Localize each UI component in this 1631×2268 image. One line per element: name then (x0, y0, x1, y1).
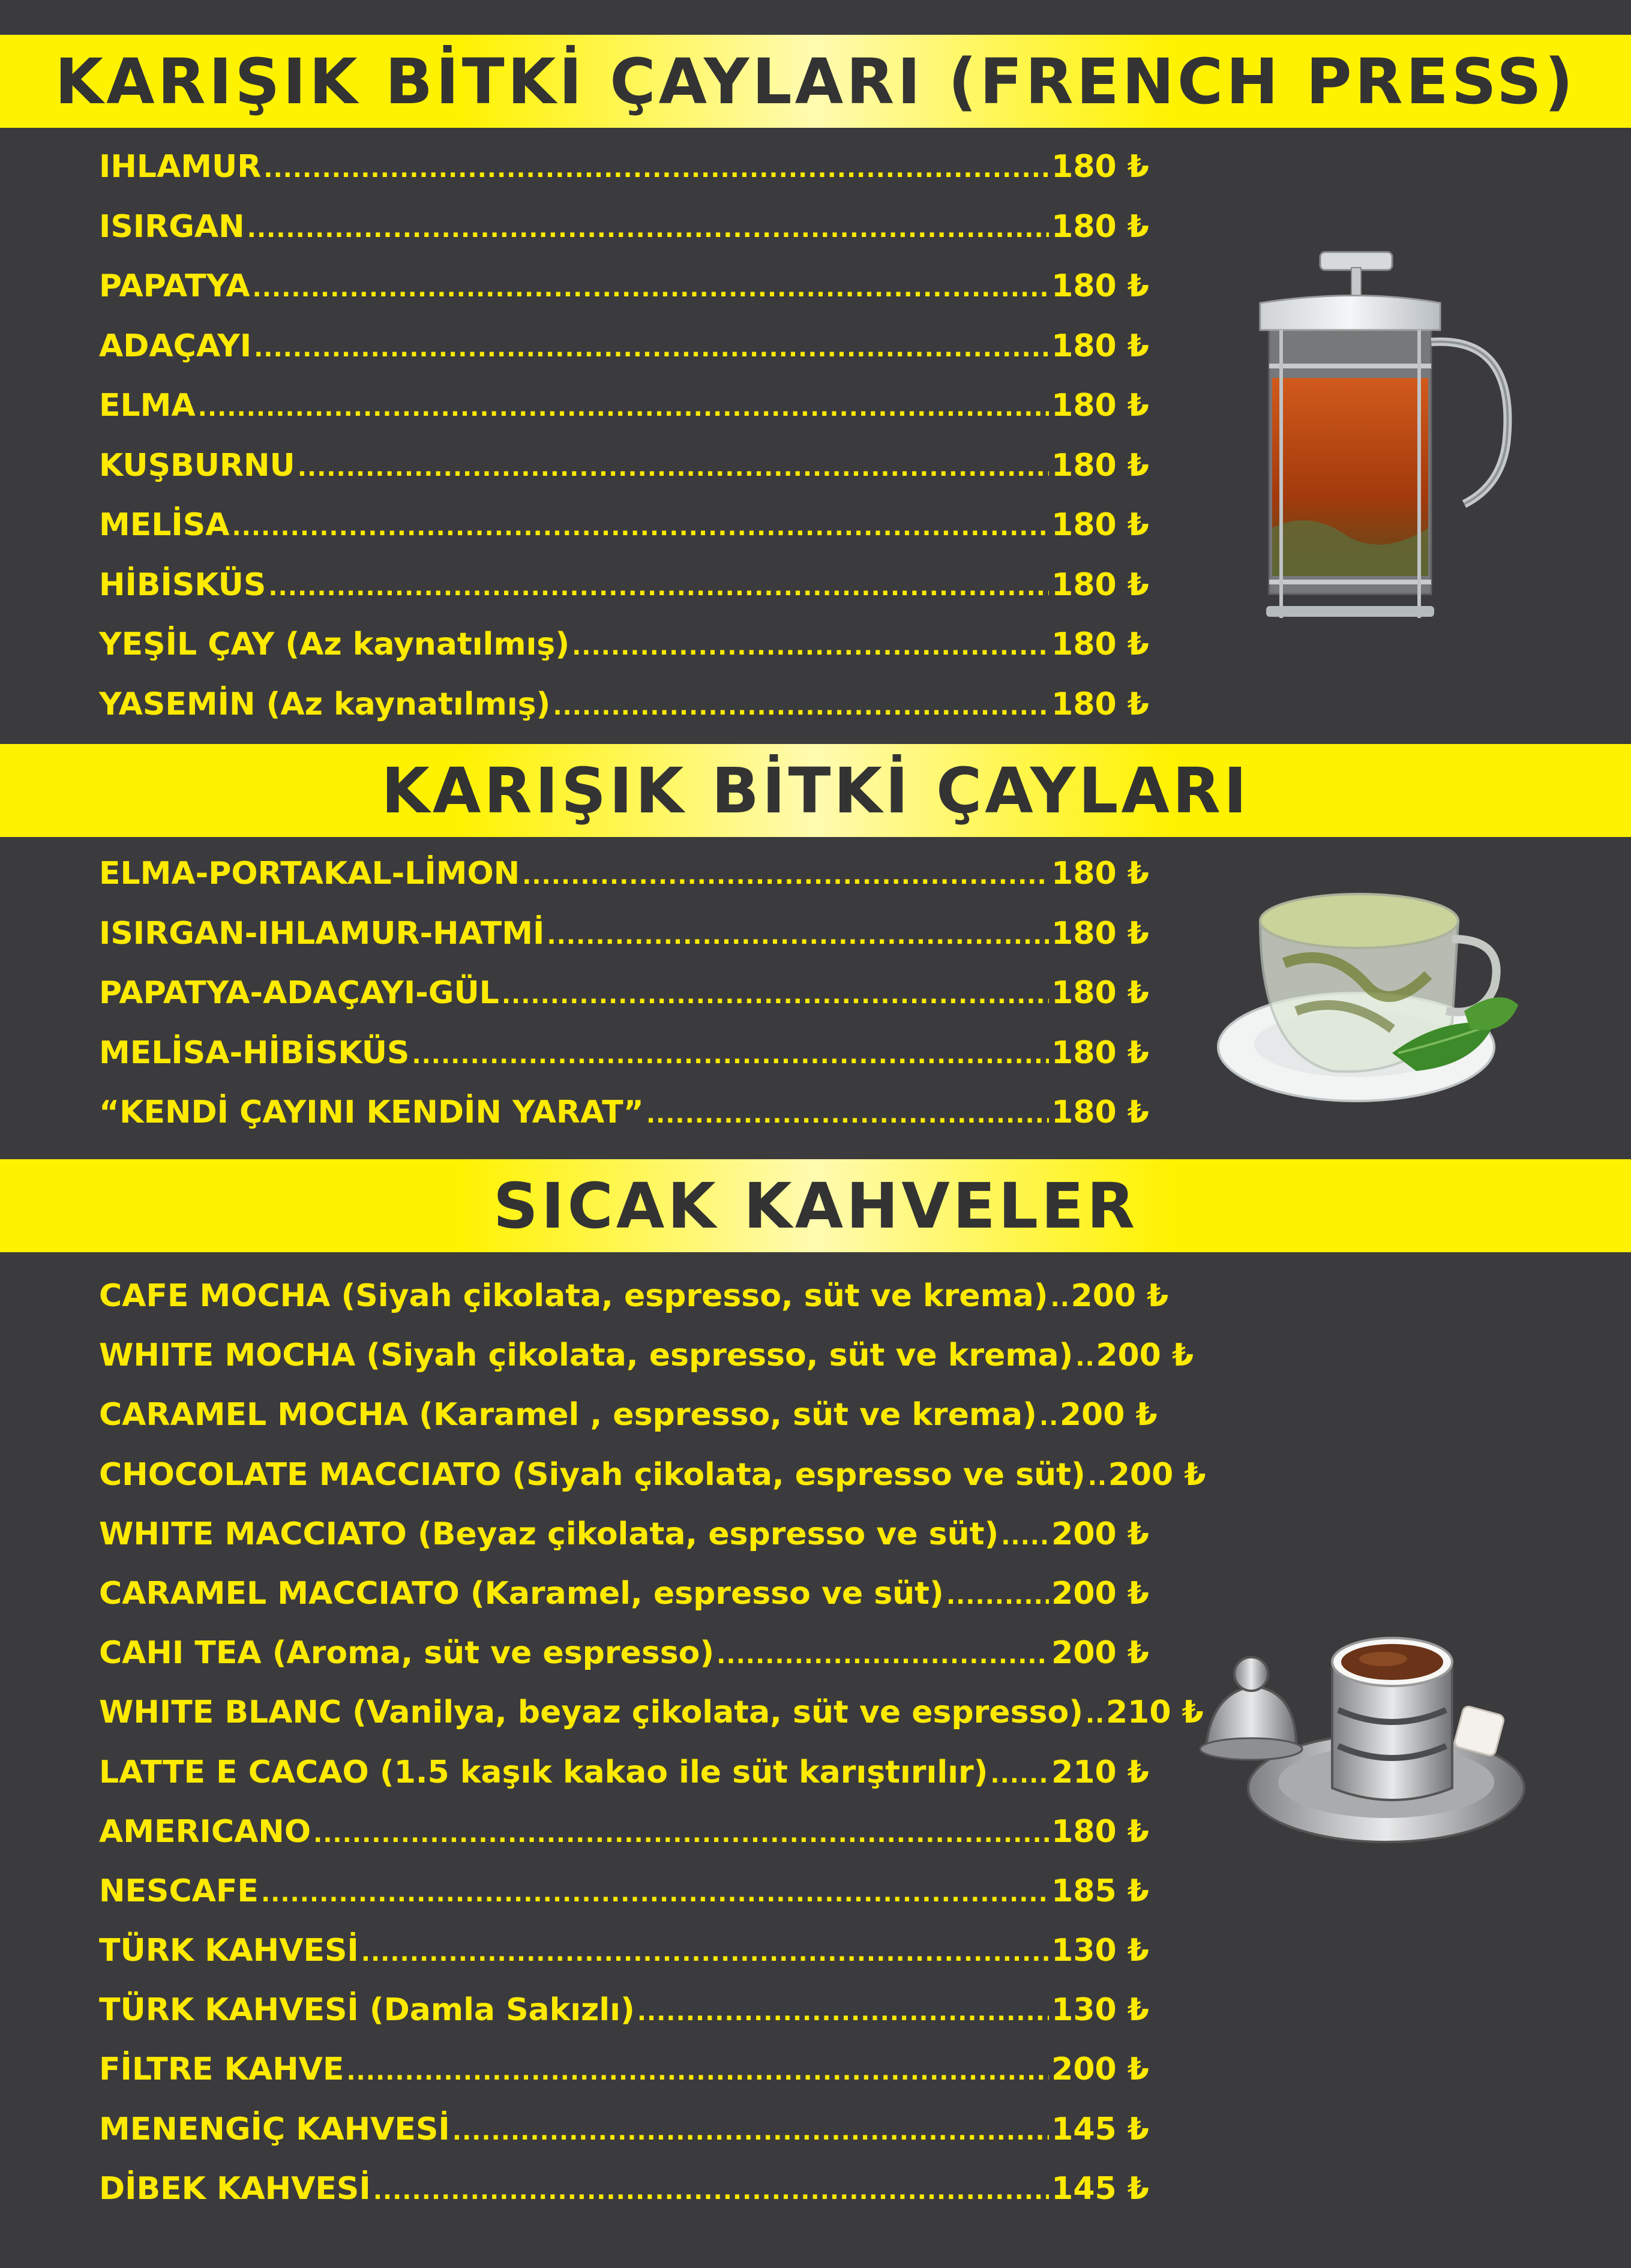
menu-item-name: ISIRGAN (99, 208, 245, 245)
menu-item-price: 200 ₺ (1051, 1575, 1149, 1612)
menu-item-price: 180 ₺ (1051, 447, 1149, 484)
menu-item (99, 1992, 1149, 2051)
dot-leader (1039, 1397, 1057, 1433)
menu-item (99, 1516, 1149, 1576)
menu-item-name: CHOCOLATE MACCIATO (Siyah çikolata, espresso ve süt) (99, 1456, 1086, 1493)
dot-leader (198, 388, 1050, 424)
menu-item (99, 975, 1149, 1035)
menu-item-name: ISIRGAN-IHLAMUR-HATMİ (99, 915, 545, 952)
dot-leader (522, 856, 1049, 892)
herbal-tea-cup-icon (1212, 873, 1524, 1113)
dot-leader (1086, 1694, 1104, 1730)
menu-item (99, 1814, 1149, 1873)
dot-leader (452, 2111, 1049, 2147)
dot-leader (1051, 1278, 1069, 1314)
menu-item-price: 180 ₺ (1051, 856, 1149, 892)
dot-leader (946, 1576, 1049, 1612)
menu-item-name: MENENGİÇ KAHVESİ (99, 2111, 450, 2147)
dot-leader (261, 1873, 1049, 1909)
menu-item-name: WHITE MACCIATO (Beyaz çikolata, espresso ve süt) (99, 1516, 999, 1552)
menu-item (99, 1035, 1149, 1095)
menu-item-price: 200 ₺ (1096, 1337, 1194, 1374)
dot-leader (572, 626, 1049, 662)
menu-item-name: KUŞBURNU (99, 447, 295, 484)
menu-item (99, 149, 1149, 209)
menu-item-price: 180 ₺ (1051, 915, 1149, 952)
menu-item-name: TÜRK KAHVESİ (Damla Sakızlı) (99, 1992, 635, 2029)
menu-item-name: IHLAMUR (99, 149, 262, 185)
menu-item (99, 567, 1149, 627)
menu-item-price: 130 ₺ (1051, 1992, 1149, 2029)
menu-item-price: 180 ₺ (1051, 328, 1149, 364)
section-banner-herbal-teas (0, 744, 1631, 837)
menu-item-name: CARAMEL MOCHA (Karamel , espresso, süt ve krema) (99, 1397, 1037, 1433)
menu-item-name: NESCAFE (99, 1873, 259, 1909)
menu-item-price: 180 ₺ (1051, 208, 1149, 245)
menu-item (99, 2171, 1149, 2230)
dot-leader (716, 1635, 1049, 1671)
menu-item (99, 1456, 1206, 1516)
menu-item (99, 268, 1149, 328)
menu-item (99, 448, 1149, 508)
dot-leader (253, 268, 1050, 304)
menu-item-name: YEŞİL ÇAY (Az kaynatılmış) (99, 626, 570, 662)
menu-item-price: 180 ₺ (1051, 388, 1149, 424)
menu-item (99, 2051, 1149, 2111)
menu-item (99, 686, 1149, 746)
dot-leader (373, 2171, 1049, 2207)
menu-item (99, 1337, 1194, 1397)
menu-item-name: TÜRK KAHVESİ (99, 1933, 359, 1969)
menu-item (99, 2111, 1149, 2171)
dot-leader (268, 567, 1049, 603)
menu-item-name: CARAMEL MACCIATO (Karamel, espresso ve süt) (99, 1575, 944, 1612)
menu-item-price: 200 ₺ (1051, 1516, 1149, 1552)
dot-leader (553, 686, 1049, 722)
menu-list-french-press (99, 149, 1149, 746)
menu-item (99, 209, 1149, 269)
section-title: KARIŞIK BİTKİ ÇAYLARI (381, 754, 1250, 827)
menu-item-price: 180 ₺ (1051, 686, 1149, 722)
menu-item (99, 1933, 1149, 1992)
section-banner-french-press (0, 35, 1631, 128)
dot-leader (346, 2051, 1049, 2087)
menu-item (99, 856, 1149, 916)
dot-leader (232, 507, 1049, 543)
menu-item-name: MELİSA (99, 507, 230, 543)
dot-leader (637, 1992, 1049, 2028)
section-banner-hot-coffees (0, 1159, 1631, 1252)
menu-item-name: ADAÇAYI (99, 328, 252, 364)
menu-item-price: 180 ₺ (1051, 1034, 1149, 1071)
dot-leader (646, 1094, 1049, 1130)
menu-item (99, 626, 1149, 686)
menu-item (99, 1635, 1149, 1694)
menu-item (99, 1278, 1169, 1337)
menu-item-price: 180 ₺ (1051, 268, 1149, 304)
menu-item (99, 328, 1149, 388)
dot-leader (502, 975, 1049, 1011)
dot-leader (247, 209, 1050, 245)
menu-item-price: 180 ₺ (1051, 975, 1149, 1011)
menu-item-price: 180 ₺ (1051, 507, 1149, 543)
dot-leader (254, 328, 1049, 364)
dot-leader (1001, 1516, 1049, 1552)
dot-leader (361, 1933, 1049, 1969)
menu-item-price: 130 ₺ (1051, 1933, 1149, 1969)
dot-leader (990, 1754, 1049, 1790)
menu-item-price: 200 ₺ (1051, 2051, 1149, 2088)
menu-item-name: FİLTRE KAHVE (99, 2051, 344, 2088)
menu-item-name: ELMA-PORTAKAL-LİMON (99, 856, 520, 892)
menu-item-name: LATTE E CACAO (1.5 kaşık kakao ile süt karıştırılır) (99, 1754, 988, 1790)
dot-leader (298, 448, 1049, 484)
dot-leader (412, 1035, 1049, 1071)
section-title: KARIŞIK BİTKİ ÇAYLARI (FRENCH PRESS) (55, 44, 1576, 118)
menu-item (99, 1694, 1204, 1754)
menu-item-name: AMERICANO (99, 1813, 311, 1850)
dot-leader (263, 149, 1049, 185)
menu-item-price: 180 ₺ (1051, 1813, 1149, 1850)
menu-item-price: 200 ₺ (1059, 1397, 1158, 1433)
menu-item-name: CAHI TEA (Aroma, süt ve espresso) (99, 1635, 715, 1672)
menu-item-name: WHITE BLANC (Vanilya, beyaz çikolata, süt ve espresso) (99, 1694, 1083, 1731)
dot-leader (547, 916, 1049, 952)
menu-item-name: MELİSA-HİBİSKÜS (99, 1034, 410, 1071)
menu-item-name: PAPATYA-ADAÇAYI-GÜL (99, 975, 499, 1011)
menu-item-name: WHITE MOCHA (Siyah çikolata, espresso, süt ve krema) (99, 1337, 1074, 1374)
menu-list-hot-coffees (99, 1278, 1206, 2230)
menu-item-price: 210 ₺ (1051, 1754, 1149, 1790)
menu-item (99, 1576, 1149, 1635)
menu-item-name: DİBEK KAHVESİ (99, 2170, 371, 2207)
section-title: SICAK KAHVELER (493, 1169, 1138, 1243)
menu-item-price: 185 ₺ (1051, 1873, 1149, 1909)
menu-item-name: YASEMİN (Az kaynatılmış) (99, 686, 551, 722)
menu-item-name: HİBİSKÜS (99, 566, 266, 603)
menu-item (99, 507, 1149, 567)
menu-item-name: ELMA (99, 388, 196, 424)
menu-item (99, 916, 1149, 976)
turkish-coffee-cup-icon (1194, 1608, 1530, 1860)
menu-item (99, 1754, 1149, 1814)
dot-leader (1088, 1457, 1106, 1493)
menu-item-name: PAPATYA (99, 268, 250, 304)
menu-item (99, 1873, 1149, 1933)
menu-item-name: CAFE MOCHA (Siyah çikolata, espresso, süt ve krema) (99, 1278, 1048, 1314)
menu-item-price: 200 ₺ (1071, 1278, 1169, 1314)
menu-item-price: 200 ₺ (1108, 1456, 1206, 1493)
menu-item (99, 1397, 1158, 1456)
menu-item-price: 180 ₺ (1051, 626, 1149, 662)
menu-item-name: “KENDİ ÇAYINI KENDİN YARAT” (99, 1094, 644, 1130)
dot-leader (313, 1814, 1049, 1850)
menu-item-price: 180 ₺ (1051, 1094, 1149, 1130)
menu-item-price: 210 ₺ (1105, 1694, 1204, 1731)
dot-leader (1075, 1337, 1093, 1373)
menu-item-price: 180 ₺ (1051, 149, 1149, 185)
menu-item (99, 1094, 1149, 1154)
menu-item-price: 180 ₺ (1051, 566, 1149, 603)
menu-list-herbal-teas (99, 856, 1149, 1154)
menu-item-price: 145 ₺ (1051, 2111, 1149, 2147)
french-press-icon (1236, 246, 1524, 630)
menu-item (99, 388, 1149, 448)
menu-item-price: 145 ₺ (1051, 2170, 1149, 2207)
menu-item-price: 200 ₺ (1051, 1635, 1149, 1672)
